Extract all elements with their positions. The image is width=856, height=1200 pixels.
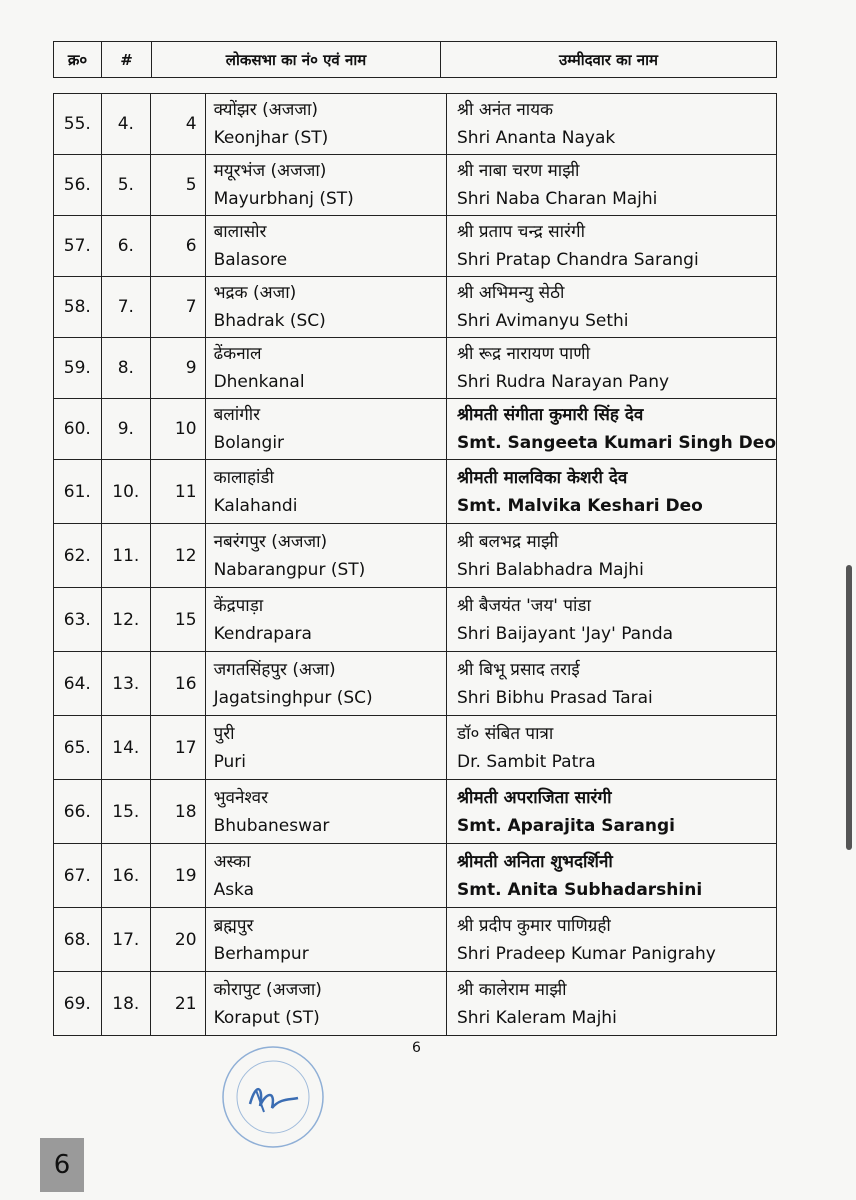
candidate-hindi: श्री अनंत नायक: [457, 100, 554, 120]
constituency-cell: [205, 216, 446, 277]
constituency-cell: [205, 908, 446, 972]
candidate-table: [53, 93, 777, 1036]
constituency-hindi: भुवनेश्वर: [213, 787, 269, 808]
hash-cell: 18.: [101, 972, 151, 1036]
table-row: [54, 460, 777, 524]
header-serial: क्र०: [54, 42, 102, 78]
hash-cell: 4.: [101, 94, 151, 155]
table-row: [54, 716, 777, 780]
constituency-cell: [205, 155, 446, 216]
constituency-english: Bhubaneswar: [213, 815, 330, 836]
candidate-hindi: श्री प्रदीप कुमार पाणिग्रही: [457, 915, 611, 936]
candidate-hindi: श्रीमती मालविका केशरी देव: [457, 467, 628, 488]
candidate-cell: [447, 652, 777, 716]
table-row: [54, 94, 777, 155]
table-row: [54, 338, 777, 399]
serial-cell: 65.: [54, 716, 102, 780]
constituency-cell: [205, 652, 446, 716]
header-constituency: लोकसभा का नं० एवं नाम: [152, 42, 441, 78]
candidate-english: Smt. Anita Subhadarshini: [457, 879, 703, 900]
candidate-cell: [447, 94, 777, 155]
constituency-english: Berhampur: [213, 943, 309, 964]
candidate-english: Shri Kaleram Majhi: [457, 1007, 617, 1028]
table-row: [54, 908, 777, 972]
candidate-hindi: श्री प्रताप चन्द्र सारंगी: [457, 222, 585, 242]
candidate-hindi: श्री अभिमन्यु सेठी: [457, 283, 565, 303]
constituency-cell: [205, 844, 446, 908]
candidate-english: Shri Pradeep Kumar Panigrahy: [457, 943, 716, 964]
constituency-hindi: ढेंकनाल: [213, 344, 262, 364]
constituency-number-cell: 10: [151, 399, 205, 460]
candidate-hindi: श्री बलभद्र माझी: [457, 531, 559, 552]
candidate-cell: [447, 277, 777, 338]
page-badge: 6: [40, 1138, 84, 1192]
constituency-cell: [205, 588, 446, 652]
header-candidate: उम्मीदवार का नाम: [441, 42, 777, 78]
candidate-hindi: श्री बिभू प्रसाद तराई: [457, 659, 580, 680]
constituency-cell: [205, 460, 446, 524]
table-row: [54, 155, 777, 216]
hash-cell: 16.: [101, 844, 151, 908]
hash-cell: 11.: [101, 524, 151, 588]
constituency-cell: [205, 780, 446, 844]
candidate-english: Shri Bibhu Prasad Tarai: [457, 687, 653, 708]
constituency-hindi: ब्रह्मपुर: [213, 915, 254, 936]
table-row: [54, 588, 777, 652]
constituency-number-cell: 21: [151, 972, 205, 1036]
serial-cell: 55.: [54, 94, 102, 155]
hash-cell: 14.: [101, 716, 151, 780]
party-seal-icon: [218, 1042, 328, 1152]
candidate-hindi: श्रीमती अनिता शुभदर्शिनी: [457, 851, 613, 872]
constituency-number-cell: 12: [151, 524, 205, 588]
constituency-english: Nabarangpur (ST): [213, 559, 366, 580]
serial-cell: 69.: [54, 972, 102, 1036]
constituency-cell: [205, 972, 446, 1036]
candidate-english: Smt. Sangeeta Kumari Singh Deo: [457, 433, 776, 453]
candidate-hindi: श्री नाबा चरण माझी: [457, 161, 580, 181]
candidate-cell: [447, 460, 777, 524]
candidate-english: Shri Avimanyu Sethi: [457, 311, 629, 331]
table-row: [54, 972, 777, 1036]
constituency-hindi: जगतसिंहपुर (अजा): [213, 659, 336, 680]
constituency-number-cell: 9: [151, 338, 205, 399]
candidate-english: Shri Pratap Chandra Sarangi: [457, 250, 699, 270]
constituency-number-cell: 20: [151, 908, 205, 972]
constituency-english: Jagatsinghpur (SC): [213, 687, 373, 708]
constituency-hindi: कोरापुट (अजजा): [213, 979, 322, 1000]
hash-cell: 5.: [101, 155, 151, 216]
constituency-cell: [205, 399, 446, 460]
scrollbar[interactable]: [846, 565, 852, 850]
candidate-english: Shri Naba Charan Majhi: [457, 189, 658, 209]
candidate-english: Shri Balabhadra Majhi: [457, 559, 644, 580]
candidate-cell: [447, 524, 777, 588]
table-row: [54, 844, 777, 908]
hash-cell: 9.: [101, 399, 151, 460]
constituency-number-cell: 5: [151, 155, 205, 216]
constituency-english: Balasore: [213, 250, 288, 270]
serial-cell: 63.: [54, 588, 102, 652]
constituency-cell: [205, 716, 446, 780]
candidate-cell: [447, 588, 777, 652]
candidate-english: Smt. Aparajita Sarangi: [457, 815, 675, 836]
constituency-hindi: कालाहांडी: [213, 467, 274, 488]
constituency-hindi: बालासोर: [213, 222, 267, 242]
table-row: [54, 399, 777, 460]
constituency-cell: [205, 524, 446, 588]
constituency-english: Keonjhar (ST): [213, 128, 329, 148]
serial-cell: 56.: [54, 155, 102, 216]
candidate-hindi: श्री रूद्र नारायण पाणी: [457, 344, 590, 364]
constituency-hindi: अस्का: [213, 851, 251, 872]
candidate-cell: [447, 338, 777, 399]
candidate-hindi: श्री बैजयंत 'जय' पांडा: [457, 595, 591, 616]
serial-cell: 62.: [54, 524, 102, 588]
constituency-number-cell: 7: [151, 277, 205, 338]
hash-cell: 17.: [101, 908, 151, 972]
candidate-cell: [447, 216, 777, 277]
serial-cell: 57.: [54, 216, 102, 277]
hash-cell: 7.: [101, 277, 151, 338]
constituency-english: Puri: [213, 751, 247, 772]
serial-cell: 64.: [54, 652, 102, 716]
candidate-cell: [447, 972, 777, 1036]
table-row: [54, 216, 777, 277]
candidate-cell: [447, 844, 777, 908]
constituency-hindi: बलांगीर: [213, 405, 261, 425]
candidate-english: Dr. Sambit Patra: [457, 751, 596, 772]
constituency-hindi: क्योंझर (अजजा): [213, 100, 319, 120]
candidate-english: Shri Rudra Narayan Pany: [457, 372, 670, 392]
serial-cell: 68.: [54, 908, 102, 972]
candidate-cell: [447, 155, 777, 216]
table-row: [54, 652, 777, 716]
constituency-number-cell: 15: [151, 588, 205, 652]
candidate-cell: [447, 780, 777, 844]
serial-cell: 67.: [54, 844, 102, 908]
page-number: 6: [412, 1040, 421, 1056]
constituency-number-cell: 19: [151, 844, 205, 908]
candidate-english: Shri Ananta Nayak: [457, 128, 616, 148]
constituency-number-cell: 4: [151, 94, 205, 155]
table-row: [54, 524, 777, 588]
constituency-english: Bhadrak (SC): [213, 311, 326, 331]
constituency-english: Kalahandi: [213, 495, 298, 516]
table-row: [54, 277, 777, 338]
hash-cell: 8.: [101, 338, 151, 399]
constituency-hindi: भद्रक (अजा): [213, 283, 297, 303]
candidate-cell: [447, 908, 777, 972]
constituency-hindi: नबरंगपुर (अजजा): [213, 531, 328, 552]
serial-cell: 60.: [54, 399, 102, 460]
constituency-cell: [205, 94, 446, 155]
constituency-english: Kendrapara: [213, 623, 312, 644]
serial-cell: 66.: [54, 780, 102, 844]
candidate-cell: [447, 399, 777, 460]
constituency-hindi: मयूरभंज (अजजा): [213, 161, 327, 181]
constituency-number-cell: 11: [151, 460, 205, 524]
constituency-english: Bolangir: [213, 433, 285, 453]
hash-cell: 13.: [101, 652, 151, 716]
hash-cell: 6.: [101, 216, 151, 277]
constituency-number-cell: 6: [151, 216, 205, 277]
constituency-cell: [205, 277, 446, 338]
serial-cell: 58.: [54, 277, 102, 338]
candidate-english: Smt. Malvika Keshari Deo: [457, 495, 703, 516]
constituency-english: Aska: [213, 879, 255, 900]
candidate-cell: [447, 716, 777, 780]
constituency-number-cell: 18: [151, 780, 205, 844]
candidate-hindi: श्री कालेराम माझी: [457, 979, 567, 1000]
table-row: [54, 780, 777, 844]
serial-cell: 59.: [54, 338, 102, 399]
constituency-cell: [205, 338, 446, 399]
constituency-english: Dhenkanal: [213, 372, 305, 392]
constituency-english: Koraput (ST): [213, 1007, 320, 1028]
candidate-hindi: श्रीमती संगीता कुमारी सिंह देव: [457, 405, 644, 425]
hash-cell: 12.: [101, 588, 151, 652]
hash-cell: 15.: [101, 780, 151, 844]
constituency-hindi: पुरी: [213, 723, 235, 744]
serial-cell: 61.: [54, 460, 102, 524]
constituency-english: Mayurbhanj (ST): [213, 189, 354, 209]
header-hash: #: [102, 42, 152, 78]
constituency-number-cell: 17: [151, 716, 205, 780]
constituency-number-cell: 16: [151, 652, 205, 716]
constituency-hindi: केंद्रपाड़ा: [213, 595, 264, 616]
header-table: [53, 41, 777, 78]
candidate-hindi: डॉ० संबित पात्रा: [457, 723, 554, 744]
hash-cell: 10.: [101, 460, 151, 524]
candidate-english: Shri Baijayant 'Jay' Panda: [457, 623, 674, 644]
candidate-hindi: श्रीमती अपराजिता सारंगी: [457, 787, 612, 808]
